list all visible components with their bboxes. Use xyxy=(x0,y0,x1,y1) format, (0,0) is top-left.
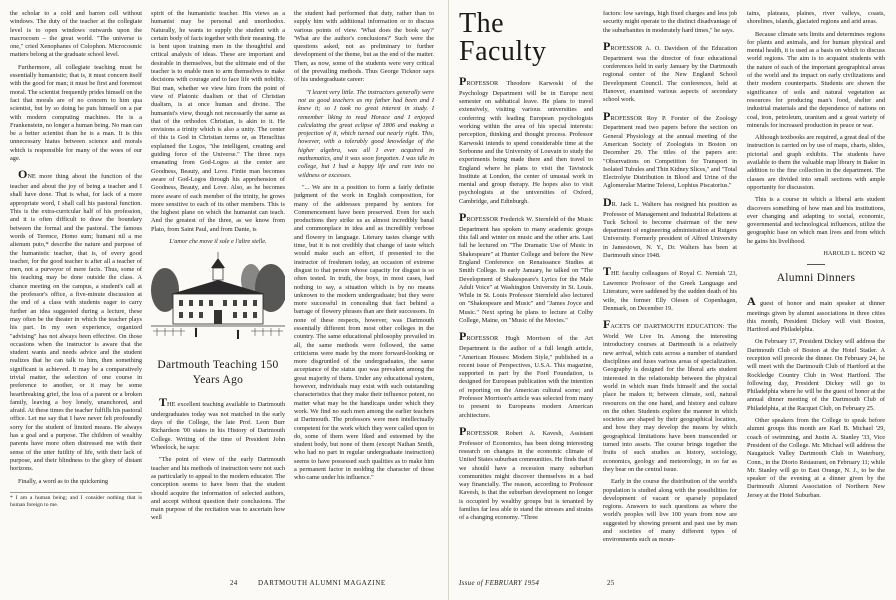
paragraph: ONE more thing about the function of the teacher and about the joy of being a teacher and I shall have done. That is what, for lack of a more appropriate word, I shall call his pastoral function. This is the extra-curricular half of his profession, and it is often difficult to draw the boundary between the formal and the pastoral. The famous words of Terence, Homo sum; humani nil a me alienum puto,* describe the nature and purpose of the humanistic teacher, that is, of every good teacher, for the good teacher is after all a teacher of men, not a purveyor of mere facts. Thus, some of his teaching may be done outside the class. A chance meeting on the campus, a student's call at the professor's office, a five-minute discussion at the end of a class with students eager to carry further an idea suggested during a lecture, these may often be the theater in which the teacher plays his part. In my own experience, organized "advising" has not always been effective. On those occasions when the instructor is aware that the student wants and needs advice and the student realizes that he can talk to him, then something significant is achieved. It may be a comparatively trivial matter, the selection of one course in preference to another, or it may be some heartbreaking grief, the loss of a parent or a broken family, leaving a boy lonely, unanchored, and afraid. At these times the teacher fulfills his pastoral office. Let me say that I have never felt profoundly sorry for the student of limited means. He always has a goal and a purpose. The children of wealthy parents have more often distressed me with their sense of the utter futility of life, with their lack of purpose, and their blindness to the glory of distant horizons. xyxy=(10,167,142,473)
faculty-note: PROFESSOR Frederick W. Sternfeld of the Music Department has spoken to many academic groups this fall and winter on music and the other arts. Last fall he lectured on "The Dramatic Use of Music in Shakespeare" at Hunter College and before the New England Conference on Renaissance Studies at Smith College. In early January, he talked on "The Development of Shakespeare's Lyrics for the Male Adult Voice" at Washington University in St. Louis. While in St. Louis Professor Sternfeld also lectured on "Shakespeare and Music" and "James Joyce and Music." Next spring he plans to lecture at Colby College, Maine, on "Music of the Movies." xyxy=(459,209,593,325)
page-number: 24 xyxy=(230,578,238,587)
footnote-text: * I am a human being; and I consider nothing that is human foreign to me. xyxy=(10,494,142,509)
faculty-note: PROFESSOR A. O. Davidson of the Education Department was the director of four educational conferences held in early January by the Dartmouth regional center of the New England School Development Council. The conferences, held at Hanover, examined various aspects of secondary school work. xyxy=(603,38,737,104)
paragraph: THE excellent teaching available to Dartmouth undergraduates today was not matched in the early days of the College, the late Prof. Leon Burr Richardson '00 states in his History of Dartmouth College. Writing of the time of President John Wheelock, he says: xyxy=(151,395,285,452)
dante-quote: L'amor che move il sole e l'altre stelle. xyxy=(169,238,267,246)
paragraph: Other speakers from the College to speak before alumni groups this month are Karl B. Michael '29, coach of swimming, and Justin A. Stanley '33, Vice President of the College. Mr. Michael will address the Naugatuck Valley Dartmouth Club in Waterbury, Conn., in the Diorio Restaurant, on February 11; while Mr. Stanley will go to East Orange, N. J., to be the speaker of the evening at a dinner given by the Dartmouth Alumni Association of Northern New Jersey at the Hotel Suburban. xyxy=(747,417,885,499)
facets-feature: FACETS OF DARTMOUTH EDUCATION: The World We Live In. Among the interesting introductory courses at Dartmouth is a relatively new arrival, which cuts across a number of standard disciplines and fuses various areas of specialization. Geography is designed for the liberal arts student interested in the relationship between the physical world in which man finds himself and the social place he makes it; between climate, soil, natural resources on the one hand, and history and culture on the other. Students explore the manner in which societies are shaped by their geographical location, and how they may develop the means by which geographical limitations have been transcended or turned into assets. The course brings together the fruits of such studies as history, sociology, economics, geology and meteorology, in so far as they bear on the central issue. xyxy=(603,317,737,473)
running-head: DARTMOUTH ALUMNI MAGAZINE xyxy=(258,578,386,587)
faculty-note: PROFESSOR Robert A. Kavesh, Assistant Professor of Economics, has been doing interesting research on changes in the economic climate of United States suburban communities. He finds that if we should have a recession many suburban communities might discover themselves in a bad way financially. The reason, according to Professor Kavesh, is that the suburban development no longer is occupied by wealthy groups but is tenanted by families far less able to stand the stresses and strains of a changing economy. "Three xyxy=(459,423,593,522)
paragraph: the scholar to a cold and barren cell without windows. The duty of the teacher at the collegiate level is to open windows outwards upon the macrocosm – the great world. "The universe is one," cried Xenophanes of Colophon. Microcosmic matters belong at the graduate school level. xyxy=(10,10,142,59)
paragraph: the student had performed that duty, rather than to supply him with additional information or to discuss various points of view. 'What does the book say?' 'What are the author's conclusions?' Such were the questions asked, not as preliminary to further development of the theme, but as the end of the matter. Then, as now, some of the students were very critical of the prevailing methods. Thus George Ticknor says of his undergraduate career: xyxy=(294,10,434,84)
faculty-note: PROFESSOR Hugh Morrison of the Art Department is the author of a full length article, "American Houses: Modern Style," published in a recent issue of Perspectives, U.S.A. This magazine, supported in part by the Ford Foundation, is designed for European publication with the intention of reporting on the American cultural scene; and Professor Morrison's article was selected from many to present to Europeans modern American architecture. xyxy=(459,329,593,419)
paragraph: "... We are in a position to form a fairly definite judgment of the work in English composition, for many of the addresses prepared by seniors for Commencement have been preserved. Even for such productions they strike us as almost incredibly banal and commonplace in idea and as incredibly verbose and flowery in language. Literary tastes change with time, but it is not credibly that change of taste which would make such an effort, if presented to the instructor of freshmen today, an occasion of extreme disgust to that person whose capacity for disgust is so often tested. In truth, the boys, in most cases, had nothing to say, a situation which is by no means unknown to the modern undergraduate; but they were more successful in concealing that fact behind a barrage of flowery phrases than are their successors. In none of these respects, however, was Dartmouth essentially different from most other colleges in the country. The same educational philosophy prevailed in all, the same methods were followed, the same criticisms were made by the more forward-looking or more disgruntled of the undergraduates, the same acceptance of the status quo was prevalent among the great majority of them. Under any educational system, however, individuals may exist with such outstanding characteristics that they make their influence potent, no matter what may be the handicaps under which they work. We find no such men among the earlier teachers at Dartmouth. The professors were men intellectually competent for the work which they were called upon to do, some of them were liked and esteemed by the student body, but none of them (except Nathan Smith, who had no part in regular undergraduate instruction) seems to have possessed such qualities as to make him a permanent factor in molding the character of those who came under his influence." xyxy=(294,183,434,482)
paragraph: On February 17, President Dickey will address the Dartmouth Club of Boston at the Hotel Statler. A reception will precede the dinner. On February 24, he will meet with the Dartmouth Club of Hartford at the Rockledge Country Club in West Hartford. The following day, President Dickey will go to Philadelphia where he will be the guest of honor at the annual dinner meeting of the Dartmouth Club of Philadelphia, at the Racquet Club, on February 25. xyxy=(747,338,885,412)
section-title-alumni-dinners: Alumni Dinners xyxy=(776,272,856,285)
page-number: 25 xyxy=(607,578,615,587)
campus-illustration xyxy=(151,250,285,350)
right-column-3 xyxy=(747,10,885,558)
dartmouth-hall-drawing xyxy=(151,250,285,350)
faculty-note: THE faculty colleagues of Royal C. Nemiah '23, Lawrence Professor of the Greek Language and Literature, were saddened by the sudden death of his wife, the former Elly Olesen of Copenhagen, Denmark, on December 19. xyxy=(603,264,737,313)
paragraph: Although textbooks are required, a great deal of the instruction is carried on by use of maps, charts, slides, pictorial and graph exhibits. The students have available to them the valuable map library in Baker in addition to the fine collection in the department. The classes are divided into small sections with ample opportunity for discussion. xyxy=(747,134,885,191)
paragraph: tains, plateaus, plaines, river valleys, coasts, shorelines, islands, glaciated regions and arid areas. xyxy=(747,10,885,26)
left-column-3 xyxy=(294,10,434,558)
paragraph: Furthermore, all collegiate teaching must be essentially humanistic; that is, it must concern itself with the good for man; it must be first and foremost moral. The scientist frequently prides himself on the fact that morals are of no concern to him qua scientist, but by so doing he puts himself on a par with modern computing machines. He is a Frankenstein, no longer a human being. No man can be a better scientist than he is a man. It is this unnecessary hiatus between science and morals which is responsible for many of the woes of our age. xyxy=(10,63,142,163)
running-head-issue: Issue of FEBRUARY 1954 xyxy=(459,578,540,587)
right-column-1 xyxy=(459,10,593,558)
right-page xyxy=(448,0,896,600)
paragraph: Because climate sets limits and determines regions for plants and animals, and for human physical and mental health, it is used as a basis on which to discuss world regions. The aim is to acquaint students with the nature of each of the important geographical areas of the world and its impact on early civilizations and their modern counterparts. Students are shown the significance of soils and natural vegetation as resources for producing man's food, shelter and industrial materials and the dependence of nations on coal, iron, petroleum, uranium and a great variety of minerals for increased production in peace or war. xyxy=(747,30,885,129)
paragraph: This is a course in which a liberal arts student discovers something of how man and his institutions, ever changing and adapting to social, economic, governmental and technological influences, utilize the geographic base on which man lives and from which he gains his livelihood. xyxy=(747,196,885,245)
paragraph: "The point of view of the early Dartmouth teacher and his methods of instruction were not such as particularly to appeal to the modern educator. The conception seems to have been that the student should acquire the information of selected authors, and accept without question their conclusions. The main purpose of the recitation was to ascertain how well xyxy=(151,456,285,522)
faculty-note: PROFESSOR Roy P. Forster of the Zoology Department read two papers before the section on General Physiology at the annual meeting of the American Society of Zoologists in Boston on December 29. The titles of the papers are: "Observations on Competition for Transport in Isolated Tubules and Thin Kidney Slices," and "Total Electrolyte Distribution in Blood and Urine of the Aglomerular Marine Teleost, Lophius Piscatorius." xyxy=(603,108,737,190)
section-masthead: The Faculty xyxy=(459,10,547,67)
left-column-2 xyxy=(151,10,285,558)
faculty-note: DR. Jack L. Walters has resigned his position as Professor of Management and Industrial Relations at Tuck School to become chairman of the new department of engineering administration at Rutgers University. Formerly president of Alfred University in Jamestown, N. Y., Dr. Walters has been at Dartmouth since 1948. xyxy=(603,194,737,260)
section-title-teaching: Dartmouth Teaching 150 Years Ago xyxy=(157,359,279,386)
paragraph: A guest of honor and main speaker at dinner meetings given by alumni associations in three cities this month, President Dickey will visit Boston, Hartford and Philadelphia. xyxy=(747,293,885,334)
paragraph: Finally, a word as to the quickening xyxy=(18,477,109,485)
left-column-1 xyxy=(10,10,142,558)
author-signature: HAROLD L. BOND '42 xyxy=(823,250,885,258)
paragraph: factors: low savings, high fixed charges and less job security might operate to the distinct disadvantage of the suburbanites in moderately hard times," he says. xyxy=(603,10,737,34)
paragraph: Early in the course the distribution of the world's population is studied along with the possibilities for development of vacant or sparsely populated regions. Answers to such questions as where the world's peoples will live 100 years from now are suggested by showing present and past use by man and societies of many different types of environments such as moun- xyxy=(603,478,737,544)
divider xyxy=(807,264,825,265)
footnote xyxy=(10,492,142,510)
paragraph: spirit of the humanistic teacher. His views as a humanist may be personal and unorthodox. Naturally, he wants to supply the student with a certain body of facts together with their meaning. He is bent upon training men in the thoughtful and critical analysis of ideas. These are important and desirable in themselves, but the ultimate end of the teacher is to enable men to arm themselves to make decisions with courage and to face life with nobility. But man, whether we view him from the point of view of Platonic dualism or that of Christian dualism, is at once human and divine. The humanist's view, though not necessarily the same as that of the orthodox Christian, is akin to it. He envisions a trinity which is also a unity. The center of this is God in Christian terms or, as Heraclitus explained the Logos, "the intelligent, creating and guiding force of the Universe." The three rays emanating from God-Logos at the center are Goodness, Beauty, and Love. Finite man becomes aware of God-Logos through his apprehension of Goodness, Beauty, and Love. Also, as he becomes more aware of each member of the trinity, he grows more sensitive to each of its other members. This is the highest plane on which the humanist can teach. And the greatest of the three, as we know from Plato, from Saint Paul, and from Dante, is xyxy=(151,10,285,233)
ticknor-quote: "I learnt very little. The instructors generally were not as good teachers as my father had been and I knew it; so I took no great interest in study. I remember liking to read Horace and I enjoyed calculating the great eclipse of 1806 and making a projection of it, which turned out nearly right. This, however, with a tolerably good knowledge of the higher algebra, was all I ever acquired in mathematics, and it was soon forgotten. I was idle in college, but I had a happy life and ran into no wildness or excesses. xyxy=(298,88,434,179)
right-column-2 xyxy=(603,10,737,558)
faculty-note: PROFESSOR Theodore Karwoski of the Psychology Department will be in Europe next semester on sabbatical leave. He plans to travel extensively, visiting various universities and conferring with leading European psychologists working within the area of his special interests: perception, thinking and thought process. Professor Karwoski intends to spend considerable time at the Sorbonne and the University of Louvain to study the experiments being made there and then travel to England where he plans to visit the Tavistock Institute at London, the center of unusual work in mental and group therapy. He hopes also to visit psychologists at the universities of Oxford, Cambridge, and Edinburgh. xyxy=(459,74,593,205)
